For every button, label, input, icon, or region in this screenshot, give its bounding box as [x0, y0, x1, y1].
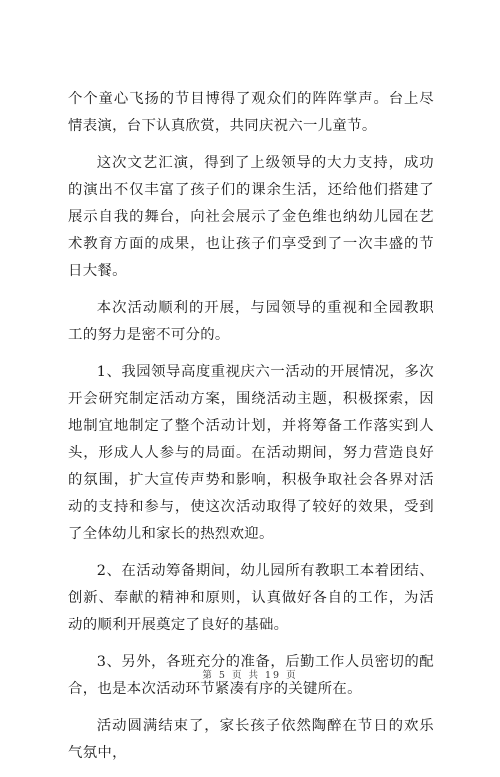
- paragraph: 3、另外，各班充分的准备，后勤工作人员密切的配合，也是本次活动环节紧凑有序的关键所在。: [68, 654, 434, 697]
- paragraph: 本次活动顺利的开展，与园领导的重视和全园教职工的努力是密不可分的。: [68, 300, 434, 343]
- paragraph: 2、在活动筹备期间，幼儿园所有教职工本着团结、创新、奉献的精神和原则，认真做好各自的工作，为活动的顺利开展奠定了良好的基础。: [68, 563, 434, 633]
- paragraph: 1、我园领导高度重视庆六一活动的开展情况，多次开会研究制定活动方案，围绕活动主题，积极探索，因地制宜地制定了整个活动计划，并将筹备工作落实到人头，形成人人参与的局面。在活动期间，努力营造良好的氛围，扩大宣传声势和影响，积极争取社会各界对活动的支持和参与，使这次活动取得了较好的效果，受到了全体幼儿和家长的热烈欢迎。: [68, 364, 434, 542]
- paragraph: 活动圆满结束了，家长孩子依然陶醉在节日的欢乐气氛中，: [68, 718, 434, 761]
- page-number-footer: 第 5 页 共 19 页: [202, 670, 298, 681]
- paragraph: 个个童心飞扬的节目博得了观众们的阵阵掌声。台上尽情表演，台下认真欣赏，共同庆祝六一儿童节。: [68, 91, 434, 134]
- paragraph: 这次文艺汇演，得到了上级领导的大力支持，成功的演出不仅丰富了孩子们的课余生活，还给他们搭建了展示自我的舞台，向社会展示了金色维也纳幼儿园在艺术教育方面的成果，也让孩子们享受到了一次丰盛的节日大餐。: [68, 155, 434, 279]
